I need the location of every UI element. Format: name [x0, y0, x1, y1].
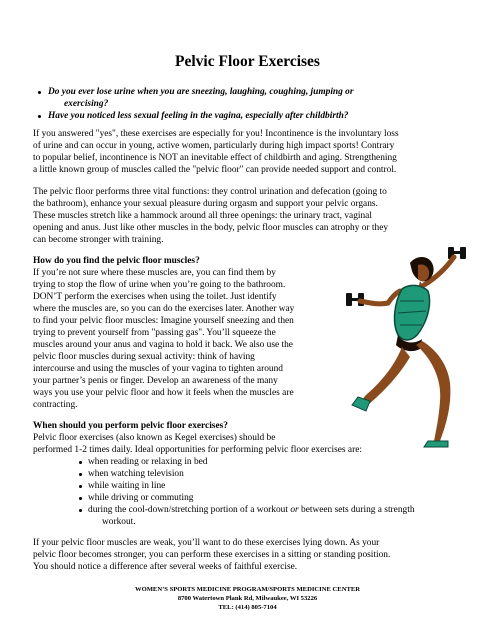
para2-line: These muscles stretch like a hammock around all three openings: the urinary tract, vaginal — [33, 211, 372, 221]
para3-line: muscles around your anus and vagina to hold it back. We also use the — [33, 340, 293, 350]
para4-line: performed 1-2 times daily. Ideal opportunities for performing pelvic floor exercises are: — [33, 445, 362, 455]
front-shoe — [424, 441, 448, 447]
list-bullet — [79, 485, 82, 488]
para3-line: where the muscles are, so you can do the exercises later. Another way — [33, 304, 295, 314]
para4-line: Pelvic floor exercises (also known as Kegel exercises) should be — [33, 433, 276, 443]
list-bullet — [79, 461, 82, 464]
intro-question-1-line-1: Do you ever lose urine when you are sneezing, laughing, coughing, jumping or — [48, 87, 354, 97]
bullet-marker — [38, 91, 41, 94]
para3-line: trying to prevent yourself from "passing gas". You’ll squeeze the — [33, 328, 276, 338]
list-item-text: during the cool-down/stretching portion of a workout — [88, 505, 291, 515]
para3-line: pelvic floor muscles during sexual activity: think of having — [33, 352, 255, 362]
para2-line: can become stronger with training. — [33, 235, 164, 245]
para3-line: contracting. — [33, 400, 78, 410]
section-heading-find-muscles: How do you find the pelvic floor muscles? — [33, 256, 200, 266]
list-item-emphasis: or — [290, 505, 299, 515]
para1-line: a little known group of muscles called the "pelvic floor" can provide needed support and control. — [33, 165, 397, 175]
front-leg — [416, 341, 450, 441]
list-item — [88, 504, 415, 516]
back-leg — [362, 347, 410, 405]
para1-line: of urine and can occur in young, active women, particularly during high impact sports! Contrary — [33, 141, 395, 151]
footer-address: 8700 Watertown Plank Rd, Milwaukee, WI 53226 — [177, 595, 318, 602]
para5-line: If your pelvic floor muscles are weak, you’ll want to do these exercises lying down. As your — [33, 538, 380, 548]
intro-question-2: Have you noticed less sexual feeling in the vagina, especially after childbirth? — [48, 111, 349, 121]
para1-line: If you answered "yes", these exercises are especially for you! Incontinence is the involuntary loss — [33, 129, 399, 139]
list-bullet — [79, 473, 82, 476]
list-item-text: between sets during a strength — [298, 505, 415, 515]
list-item: while driving or commuting — [88, 493, 194, 503]
para3-line: ways you use your pelvic floor and how it feels when the muscles are — [33, 388, 294, 398]
para2-line: The pelvic floor performs three vital functions: they control urination and defecation (going to — [33, 187, 387, 197]
footer-phone: TEL: (414) 805-7104 — [218, 604, 277, 611]
para3-line: trying to stop the flow of urine when you’re going to the bathroom. — [33, 280, 286, 290]
list-item: while waiting in line — [88, 481, 166, 491]
page-title: Pelvic Floor Exercises — [175, 53, 320, 70]
para5-line: You should notice a difference after several weeks of faithful exercise. — [33, 562, 298, 572]
list-bullet — [79, 509, 82, 512]
list-item: when reading or relaxing in bed — [88, 457, 208, 467]
list-item: when watching television — [88, 469, 184, 479]
para3-line: intercourse and using the muscles of your vagina to tighten around — [33, 364, 283, 374]
para3-line: to find your pelvic floor muscles: Imagine yourself sneezing and then — [33, 316, 294, 326]
para2-line: the bathroom), enhance your sexual pleasure during orgasm and support your pelvic organs. — [33, 199, 378, 209]
intro-question-1-line-2: exercising? — [64, 99, 109, 109]
footer-line-1: WOMEN’S SPORTS MEDICINE PROGRAM/SPORTS MEDICINE CENTER — [134, 586, 361, 593]
para3-line: If you’re not sure where these muscles are, you can find them by — [33, 268, 276, 278]
section-heading-when-perform: When should you perform pelvic floor exercises? — [33, 421, 228, 431]
para3-line: your partner’s penis or finger. Develop an awareness of the many — [33, 376, 278, 386]
exercise-illustration — [336, 245, 478, 455]
para1-line: to popular belief, incontinence is NOT an inevitable effect of childbirth and aging. Strengthening — [33, 153, 397, 163]
dumbbell-right — [448, 247, 466, 259]
para3-line: DON’T perform the exercises when using the toilet. Just identify — [33, 292, 277, 302]
para5-line: pelvic floor becomes stronger, you can perform these exercises in a sitting or standing position. — [33, 550, 391, 560]
bullet-marker — [38, 115, 41, 118]
list-bullet — [79, 497, 82, 500]
list-item-continuation: workout. — [102, 517, 136, 527]
para2-line: opening and anus. Just like other muscles in the body, pelvic floor muscles can atrophy or they — [33, 223, 389, 233]
